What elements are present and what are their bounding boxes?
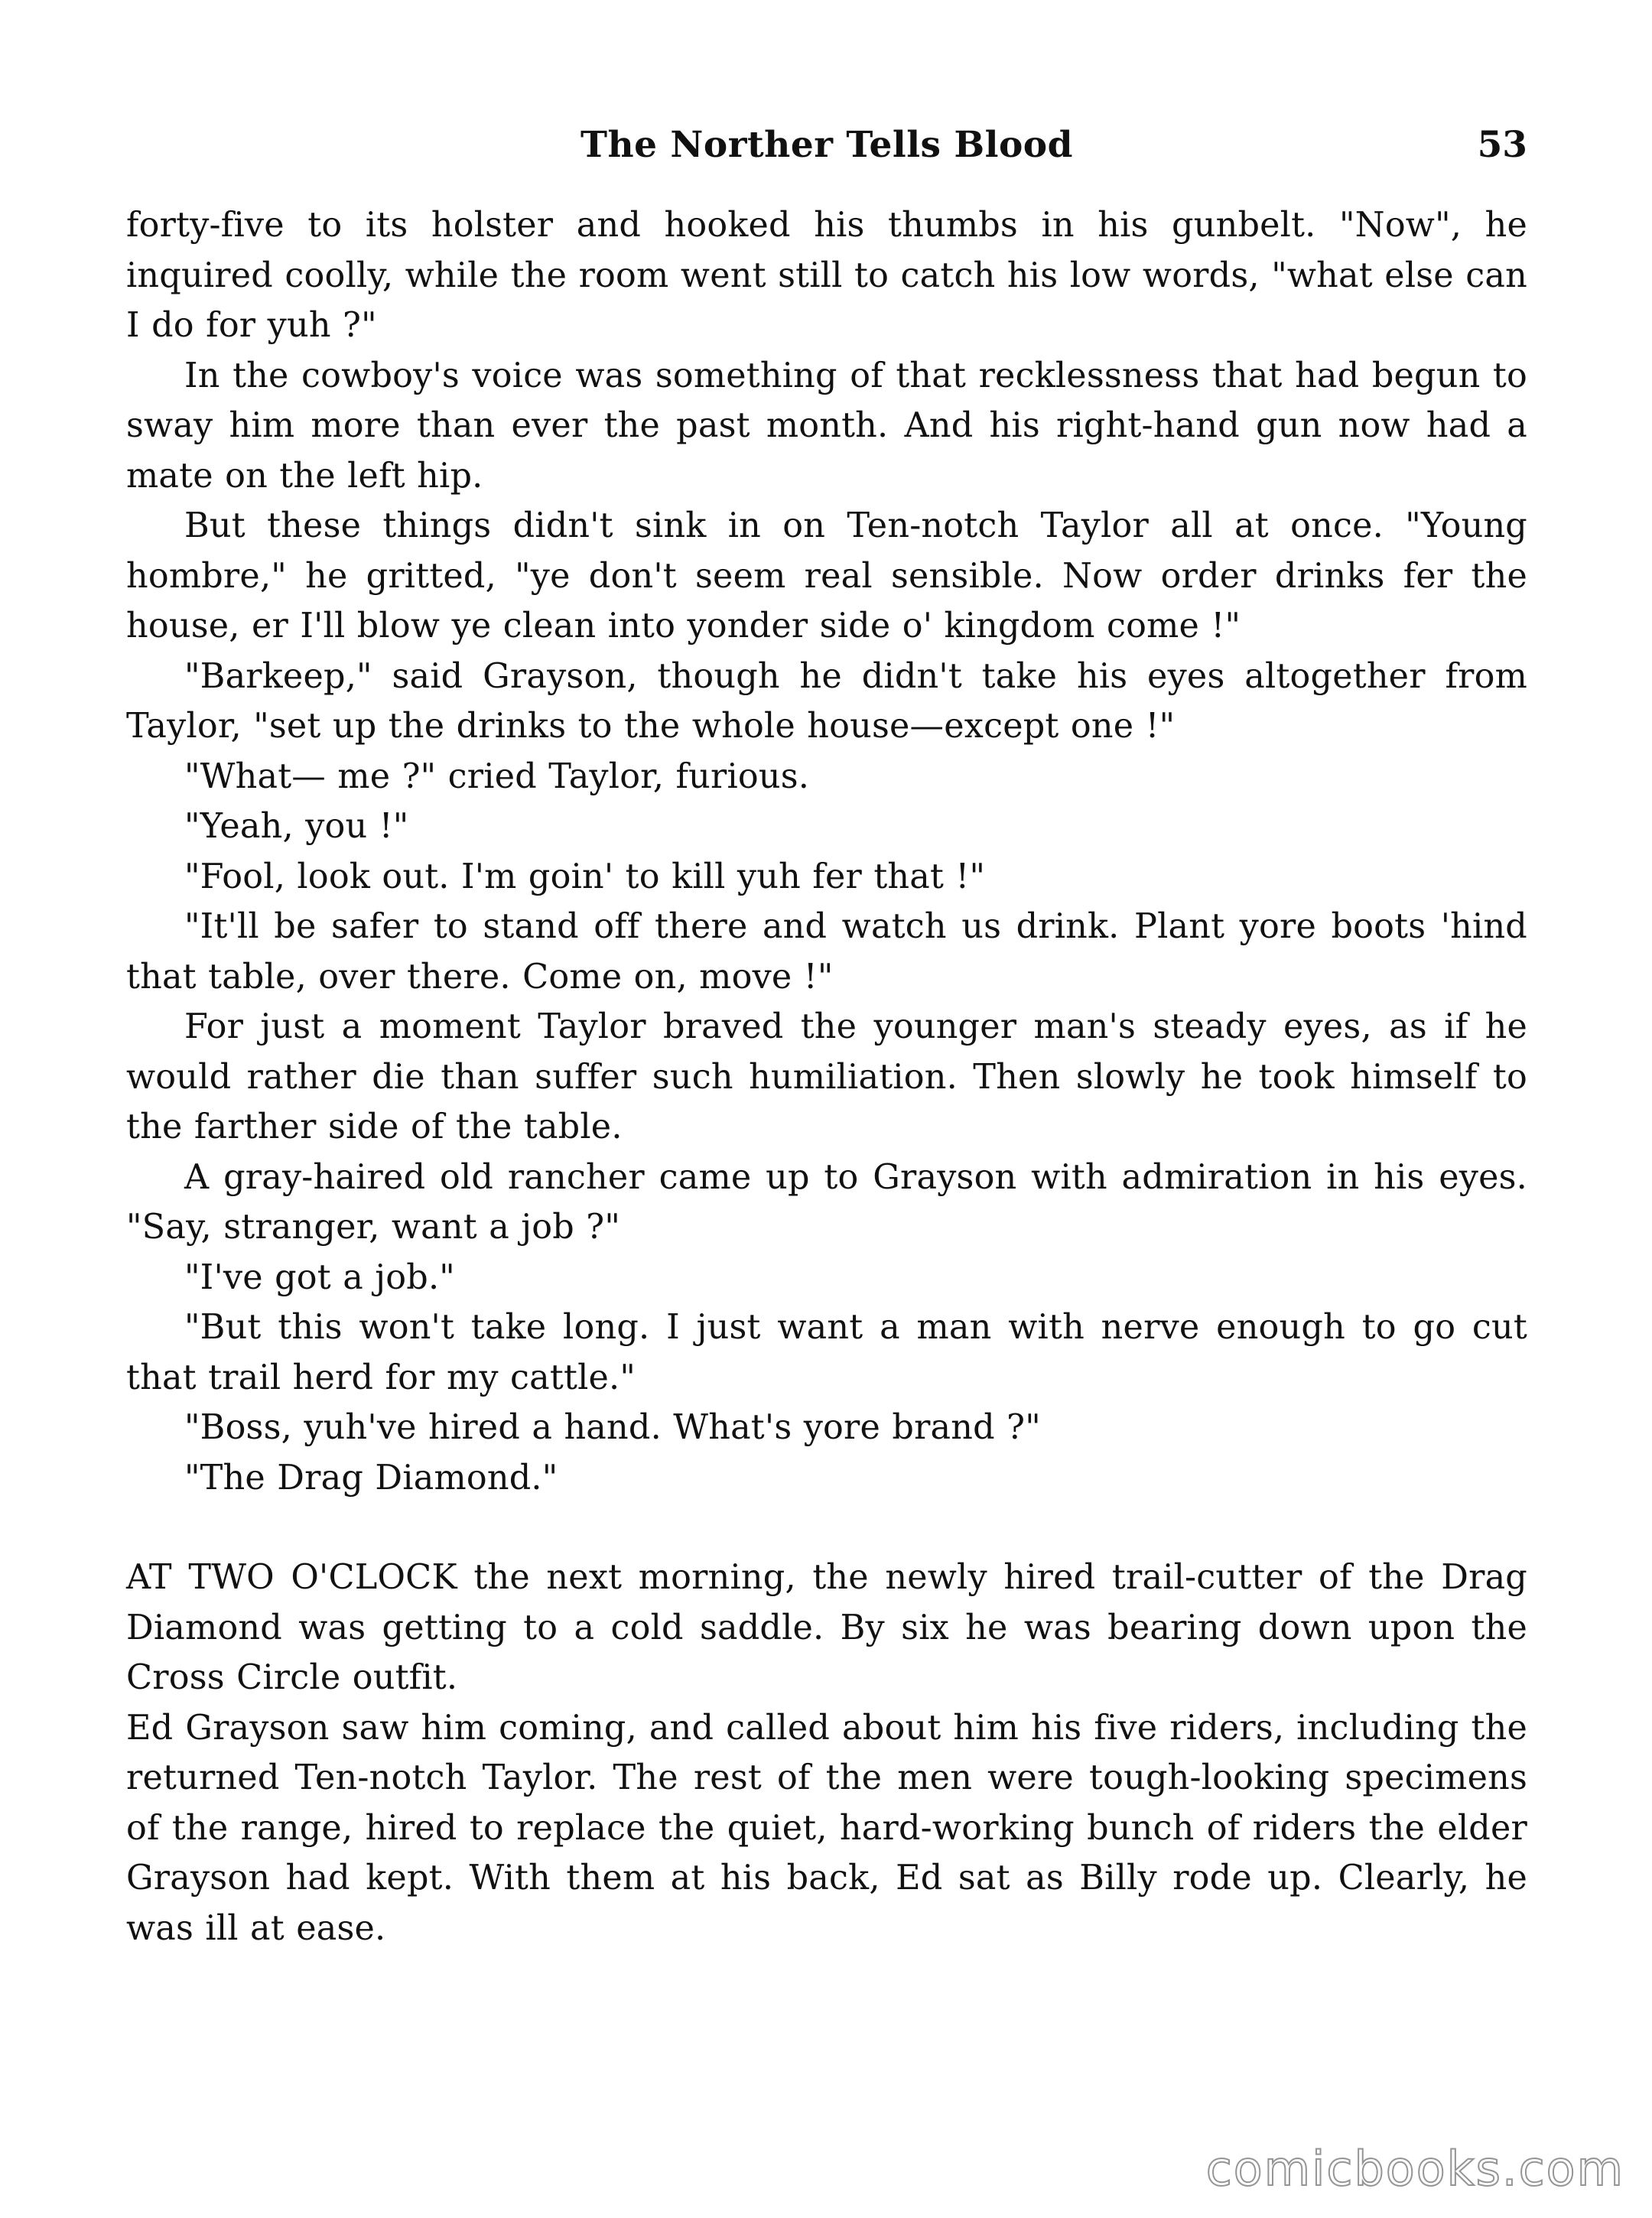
paragraph: Ed Grayson saw him coming, and called about him his five riders, including the returned Ten-notch Taylor. The rest of the men were tough-looking specimens of the range, hired to replace the quiet, hard-working bunch of riders the elder Grayson had kept. With them at his back, Ed sat as Billy rode up. Clearly, he was ill at ease. xyxy=(126,1708,1527,1948)
paragraph: AT TWO O'CLOCK the next morning, the newly hired trail-cutter of the Drag Diamond was getting to a cold saddle. By six he was bearing down upon the Cross Circle outfit. xyxy=(126,1558,1527,1697)
paragraph: "Barkeep," said Grayson, though he didn't take his eyes altogether from Taylor, "set up the drinks to the whole house—except one !" xyxy=(126,656,1527,746)
body-text xyxy=(126,200,1527,1953)
watermark: comicbooks.com xyxy=(1205,2141,1624,2197)
paragraph: "Fool, look out. I'm goin' to kill yuh fer that !" xyxy=(184,857,986,896)
paragraph: "Yeah, you !" xyxy=(184,807,409,846)
paragraph: "Boss, yuh've hired a hand. What's yore brand ?" xyxy=(184,1408,1041,1447)
running-head xyxy=(126,124,1527,179)
paragraph: But these things didn't sink in on Ten-notch Taylor all at once. "Young hombre," he gritted, "ye don't seem real sensible. Now order drinks fer the house, er I'll blow ye clean into yonder side o' kingdom come !" xyxy=(126,506,1527,646)
paragraph: "What— me ?" cried Taylor, furious. xyxy=(184,756,810,796)
paragraph: "But this won't take long. I just want a man with nerve enough to go cut that trail herd for my cattle." xyxy=(126,1308,1527,1397)
paragraph: For just a moment Taylor braved the younger man's steady eyes, as if he would rather die than suffer such humiliation. Then slowly he took himself to the farther side of the table. xyxy=(126,1007,1527,1146)
paragraph: forty-five to its holster and hooked his thumbs in his gunbelt. "Now", he inquired coolly, while the room went still to catch his low words, "what else can I do for yuh ?" xyxy=(126,206,1527,345)
paragraph: "It'll be safer to stand off there and watch us drink. Plant yore boots 'hind that table, over there. Come on, move !" xyxy=(126,907,1527,997)
page-number: 53 xyxy=(1477,124,1527,166)
paragraph: In the cowboy's voice was something of that recklessness that had begun to sway him more than ever the past month. And his right-hand gun now had a mate on the left hip. xyxy=(126,356,1527,496)
paragraph: A gray-haired old rancher came up to Grayson with admiration in his eyes. "Say, stranger, want a job ?" xyxy=(126,1157,1527,1247)
running-title: The Norther Tells Blood xyxy=(580,124,1074,166)
paragraph: "The Drag Diamond." xyxy=(184,1458,558,1498)
paragraph: "I've got a job." xyxy=(184,1257,455,1297)
